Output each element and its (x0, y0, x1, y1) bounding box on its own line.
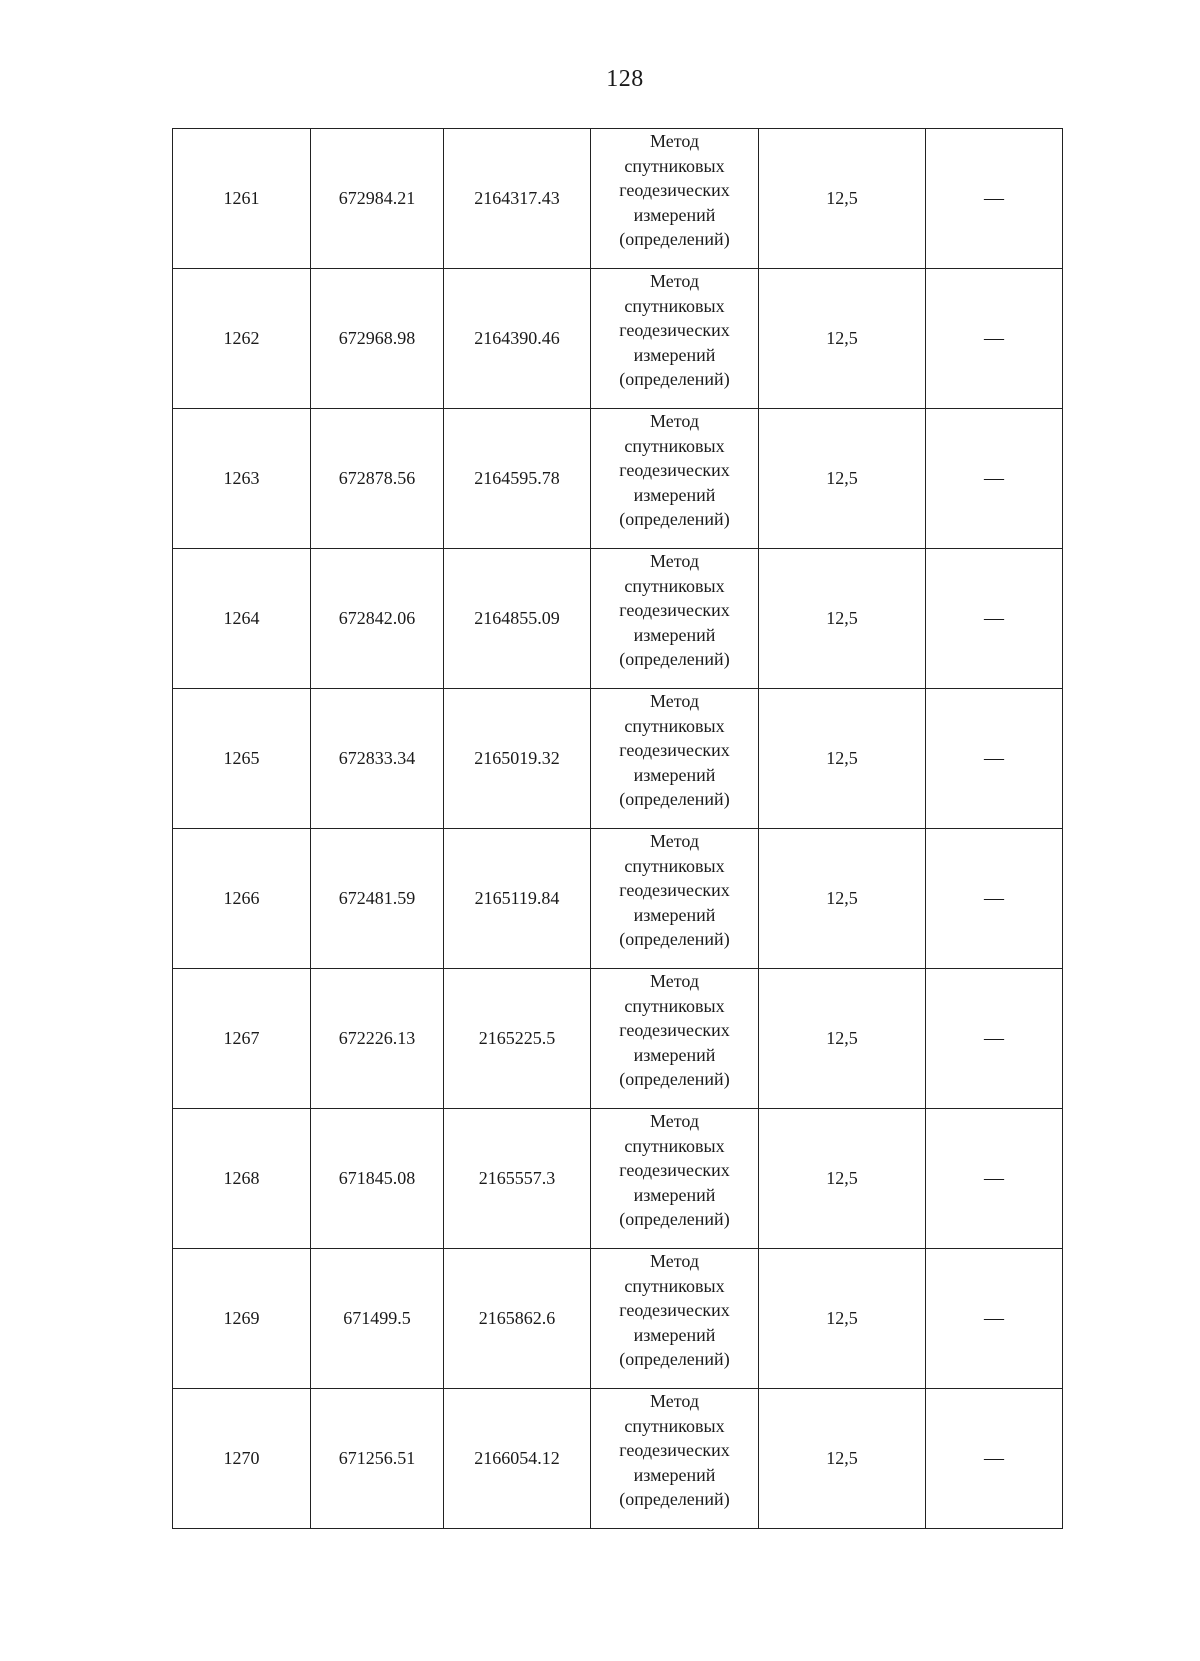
note-cell: — (926, 689, 1063, 829)
method-cell (591, 1249, 759, 1389)
accuracy-cell: 12,5 (759, 409, 926, 549)
x-coordinate-cell: 671845.08 (311, 1109, 444, 1249)
table-row (173, 829, 1063, 969)
accuracy-cell: 12,5 (759, 969, 926, 1109)
method-text: Метод спутниковых геодезических измерений (определений) (619, 1111, 730, 1229)
method-cell (591, 129, 759, 269)
y-coordinate-cell: 2164855.09 (444, 549, 591, 689)
accuracy-cell: 12,5 (759, 549, 926, 689)
table-row (173, 969, 1063, 1109)
x-coordinate-cell: 672878.56 (311, 409, 444, 549)
accuracy-cell: 12,5 (759, 1389, 926, 1529)
x-coordinate-cell: 672226.13 (311, 969, 444, 1109)
table-row (173, 1389, 1063, 1529)
method-cell (591, 1109, 759, 1249)
point-number-cell: 1262 (173, 269, 311, 409)
note-cell: — (926, 409, 1063, 549)
table-body (173, 129, 1063, 1529)
point-number-cell: 1270 (173, 1389, 311, 1529)
method-text: Метод спутниковых геодезических измерений (определений) (619, 971, 730, 1089)
point-number-cell: 1264 (173, 549, 311, 689)
y-coordinate-cell: 2164595.78 (444, 409, 591, 549)
coordinates-table (172, 128, 1063, 1529)
accuracy-cell: 12,5 (759, 1249, 926, 1389)
note-cell: — (926, 129, 1063, 269)
point-number-cell: 1267 (173, 969, 311, 1109)
point-number-cell: 1268 (173, 1109, 311, 1249)
accuracy-cell: 12,5 (759, 689, 926, 829)
method-cell (591, 549, 759, 689)
x-coordinate-cell: 672481.59 (311, 829, 444, 969)
method-text: Метод спутниковых геодезических измерений (определений) (619, 1251, 730, 1369)
method-text: Метод спутниковых геодезических измерений (определений) (619, 131, 730, 249)
point-number-cell: 1266 (173, 829, 311, 969)
page-number: 128 (606, 66, 644, 92)
method-cell (591, 689, 759, 829)
note-cell: — (926, 1249, 1063, 1389)
method-text: Метод спутниковых геодезических измерений (определений) (619, 411, 730, 529)
table-row (173, 689, 1063, 829)
method-cell (591, 409, 759, 549)
accuracy-cell: 12,5 (759, 129, 926, 269)
method-cell (591, 269, 759, 409)
method-cell (591, 829, 759, 969)
method-text: Метод спутниковых геодезических измерений (определений) (619, 551, 730, 669)
point-number-cell: 1269 (173, 1249, 311, 1389)
method-text: Метод спутниковых геодезических измерений (определений) (619, 1391, 730, 1509)
method-text: Метод спутниковых геодезических измерений (определений) (619, 271, 730, 389)
y-coordinate-cell: 2165119.84 (444, 829, 591, 969)
x-coordinate-cell: 672833.34 (311, 689, 444, 829)
accuracy-cell: 12,5 (759, 829, 926, 969)
note-cell: — (926, 1109, 1063, 1249)
note-cell: — (926, 969, 1063, 1109)
x-coordinate-cell: 672968.98 (311, 269, 444, 409)
point-number-cell: 1263 (173, 409, 311, 549)
x-coordinate-cell: 671256.51 (311, 1389, 444, 1529)
method-cell (591, 969, 759, 1109)
y-coordinate-cell: 2164317.43 (444, 129, 591, 269)
y-coordinate-cell: 2165225.5 (444, 969, 591, 1109)
x-coordinate-cell: 672984.21 (311, 129, 444, 269)
method-text: Метод спутниковых геодезических измерений (определений) (619, 691, 730, 809)
note-cell: — (926, 1389, 1063, 1529)
note-cell: — (926, 549, 1063, 689)
y-coordinate-cell: 2165557.3 (444, 1109, 591, 1249)
point-number-cell: 1265 (173, 689, 311, 829)
method-cell (591, 1389, 759, 1529)
table-row (173, 1109, 1063, 1249)
note-cell: — (926, 269, 1063, 409)
table-row (173, 409, 1063, 549)
table-row (173, 549, 1063, 689)
method-text: Метод спутниковых геодезических измерений (определений) (619, 831, 730, 949)
y-coordinate-cell: 2166054.12 (444, 1389, 591, 1529)
point-number-cell: 1261 (173, 129, 311, 269)
table-row (173, 1249, 1063, 1389)
x-coordinate-cell: 672842.06 (311, 549, 444, 689)
accuracy-cell: 12,5 (759, 269, 926, 409)
accuracy-cell: 12,5 (759, 1109, 926, 1249)
note-cell: — (926, 829, 1063, 969)
y-coordinate-cell: 2165862.6 (444, 1249, 591, 1389)
y-coordinate-cell: 2165019.32 (444, 689, 591, 829)
y-coordinate-cell: 2164390.46 (444, 269, 591, 409)
table-row (173, 129, 1063, 269)
table-row (173, 269, 1063, 409)
x-coordinate-cell: 671499.5 (311, 1249, 444, 1389)
